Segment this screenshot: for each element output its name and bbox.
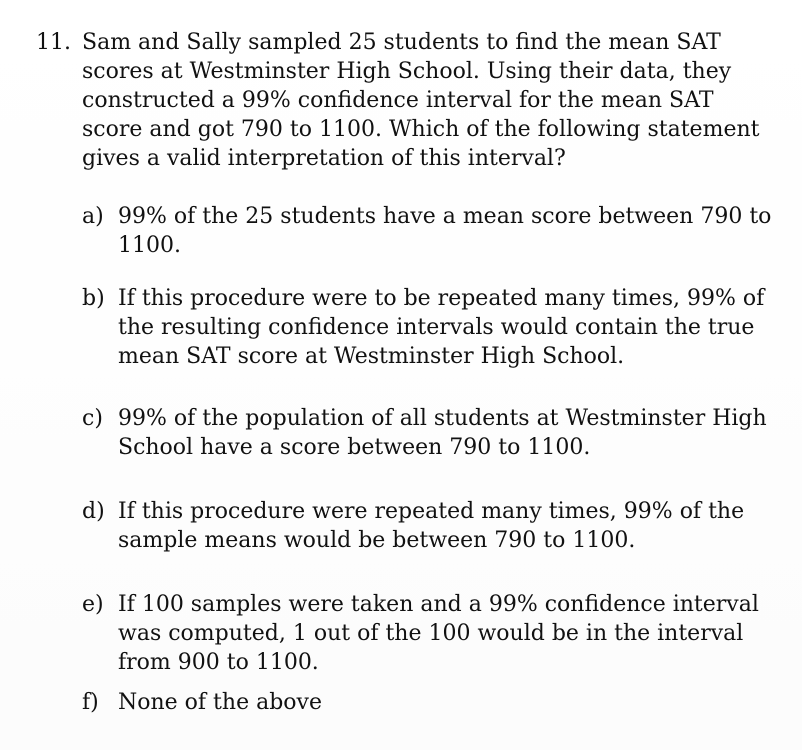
option-text: If this procedure were to be repeated many times, 99% of the resulting confidence intervals would contain the true mean SAT score at Westminster High School. [118, 286, 765, 369]
answer-option-a [82, 202, 772, 260]
option-letter: c) [82, 406, 103, 431]
question-number: 11. [36, 30, 71, 55]
option-letter: e) [82, 592, 104, 617]
answer-option-d [82, 497, 772, 555]
option-letter: a) [82, 204, 104, 229]
option-text: None of the above [118, 690, 322, 715]
answer-option-b [82, 284, 772, 371]
option-text: If this procedure were repeated many times, 99% of the sample means would be between 790 to 1100. [118, 499, 745, 553]
option-letter: d) [82, 499, 105, 524]
question-11 [36, 28, 776, 173]
option-letter: f) [82, 690, 99, 715]
answer-option-c [82, 404, 772, 462]
option-text: 99% of the 25 students have a mean score between 790 to 1100. [118, 204, 772, 258]
answer-option-e [82, 590, 772, 677]
option-letter: b) [82, 286, 105, 311]
question-text: Sam and Sally sampled 25 students to find the mean SAT scores at Westminster High School. Using their data, they constructed a 99% confidence interval for the mean SAT score and got 790 to 1100. Which of the following statement gives a valid interpretation of this interval? [82, 30, 760, 171]
answer-option-f [82, 688, 772, 717]
option-text: 99% of the population of all students at Westminster High School have a score between 790 to 1100. [118, 406, 767, 460]
option-text: If 100 samples were taken and a 99% confidence interval was computed, 1 out of the 100 would be in the interval from 900 to 1100. [118, 592, 759, 675]
